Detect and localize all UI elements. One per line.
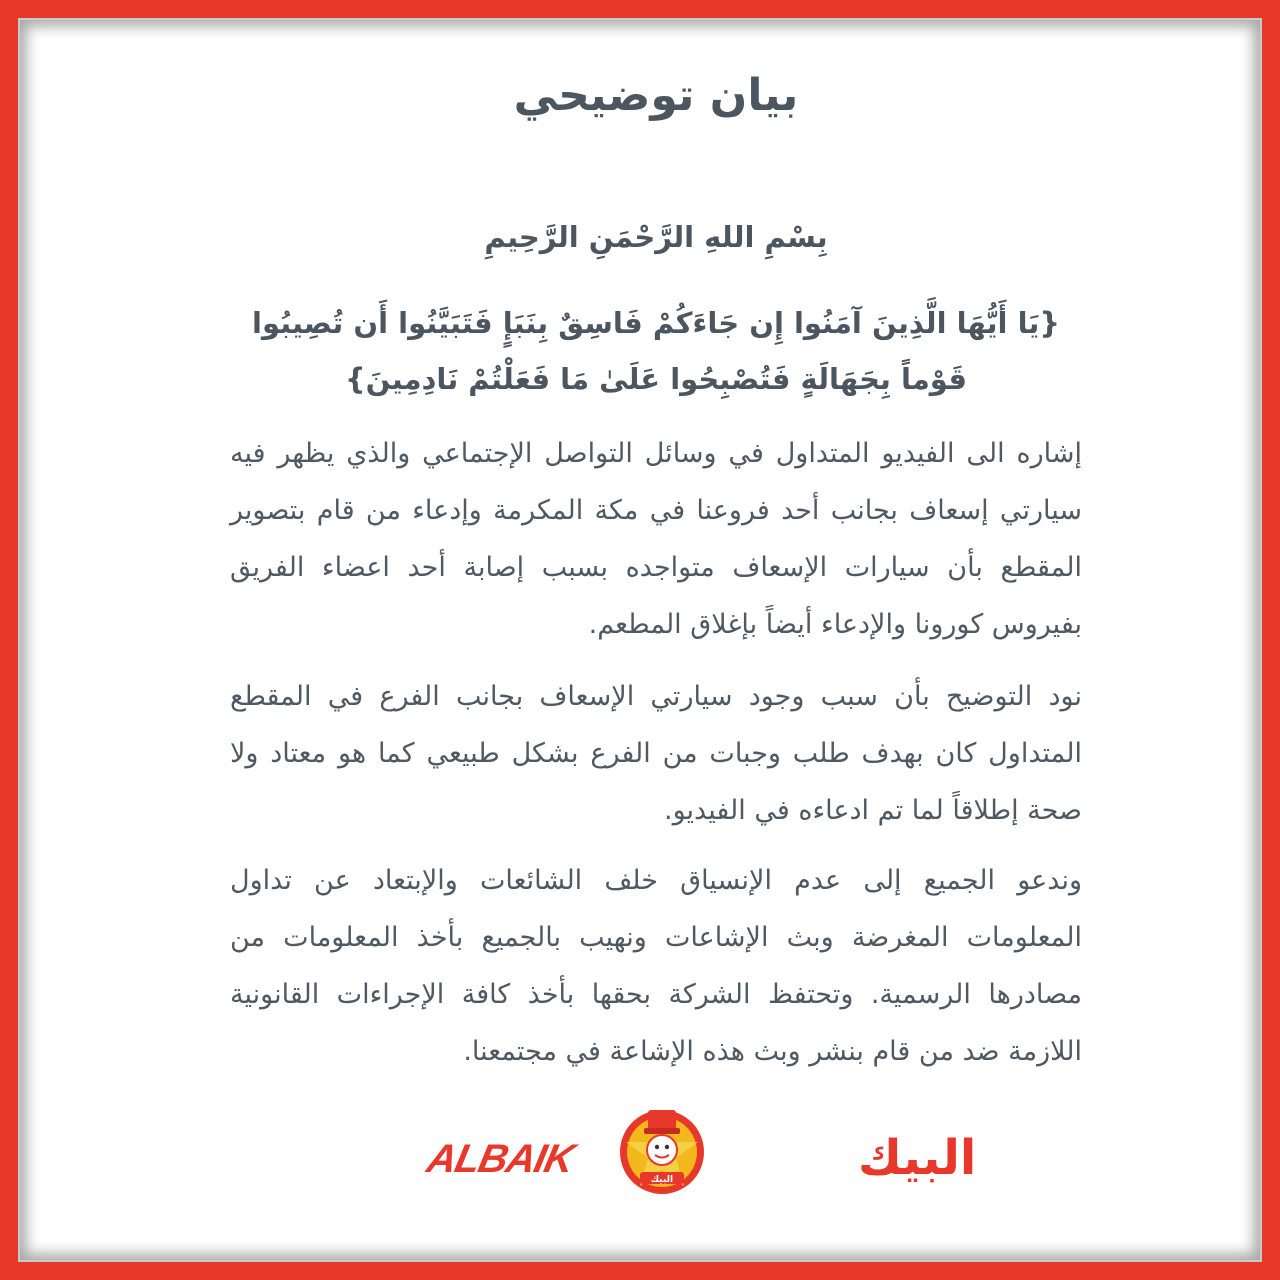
- albaik-logo: [423, 1102, 977, 1202]
- basmala: بِسْمِ اللهِ الرَّحْمَنِ الرَّحِيمِ: [484, 220, 828, 254]
- quran-verse: {يَا أَيُّهَا الَّذِينَ آمَنُوا إِن جَاءَكُمْ فَاسِقٌ بِنَبَإٍ فَتَبَيَّنُوا أَن تُصِيبُوا قَوْماً بِجَهَالَةٍ فَتُصْبِحُوا عَلَىٰ مَا فَعَلْتُمْ نَادِمِينَ}: [252, 306, 1060, 396]
- mascot-text: البيك: [650, 1175, 674, 1185]
- logo-latin-text: ALBAIK: [423, 1135, 578, 1181]
- paragraph-3: وندعو الجميع إلى عدم الإنسياق خلف الشائعات والإبتعاد عن تداول المعلومات المغرضة وبث الإشاعات ونهيب بالجميع بأخذ المعلومات من مصادرها الرسمية. وتحتفظ الشركة بحقها بأخذ كافة الإجراءات القانونية اللازمة ضد من قام بنشر وبث هذه الإشاعة في مجتمعنا.: [230, 865, 1082, 1067]
- paragraph-1: إشاره الى الفيديو المتداول في وسائل التواصل الإجتماعي والذي يظهر فيه سيارتي إسعاف بجانب أحد فروعنا في مكة المكرمة وإدعاء من قام بتصوير المقطع بأن سيارات الإسعاف متواجده بسبب إصابة أحد اعضاء الفريق بفيروس كورونا والإدعاء أيضاً بإغلاق المطعم.: [230, 438, 1082, 640]
- page-title: بيان توضيحي: [513, 70, 799, 121]
- statement-card: [18, 18, 1262, 1262]
- logo-arabic-text: البيك: [858, 1130, 977, 1186]
- paragraph-2: نود التوضيح بأن سبب وجود سيارتي الإسعاف بجانب الفرع في المقطع المتداول كان بهدف طلب وجبات من الفرع بشكل طبيعي كما هو معتاد ولا صحة إطلاقاً لما تم ادعاءه في الفيديو.: [230, 681, 1082, 826]
- mascot-emblem: [620, 1110, 704, 1194]
